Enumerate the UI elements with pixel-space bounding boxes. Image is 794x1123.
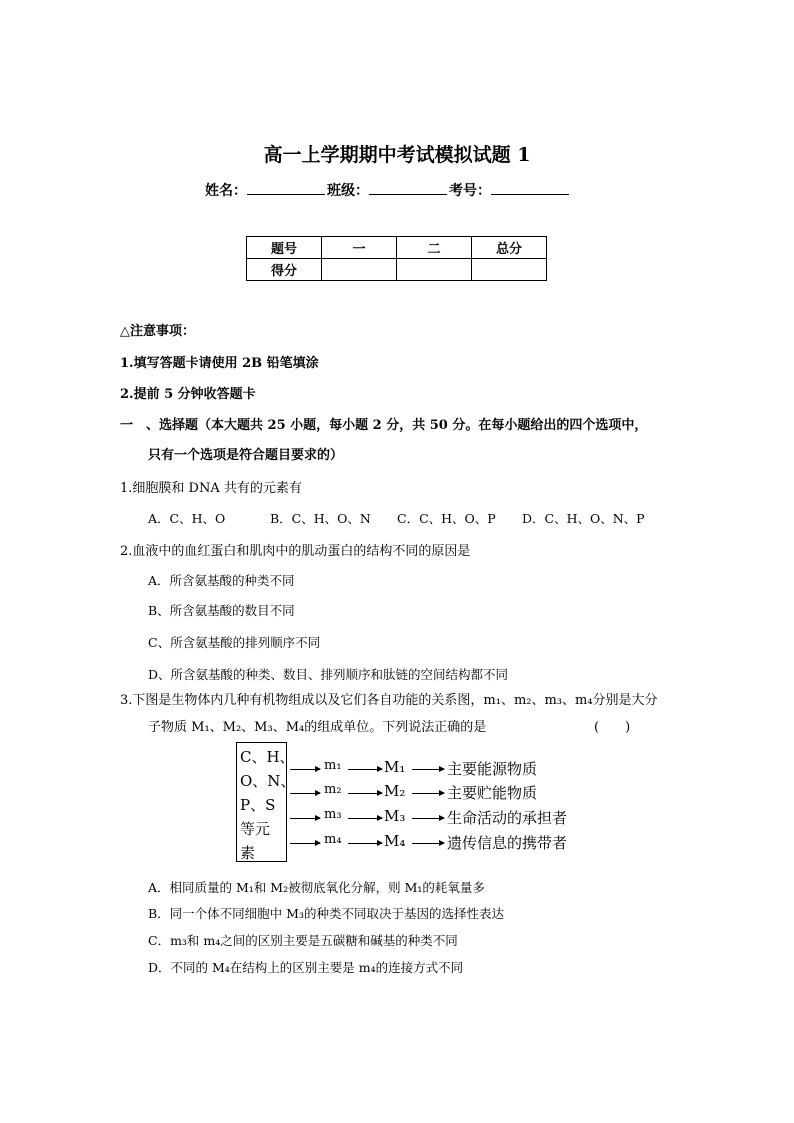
question-2-option-a[interactable]: A．所含氨基酸的种类不同 — [148, 573, 295, 588]
arrow-icon — [412, 818, 444, 819]
macromolecule-label: M₁ — [384, 758, 406, 776]
organic-compound-diagram — [236, 742, 596, 867]
arrow-icon — [348, 769, 382, 770]
name-label: 姓名： — [205, 183, 247, 199]
question-1-option-c[interactable]: C．C、H、O、P — [397, 511, 496, 526]
diagram-row — [288, 805, 598, 829]
score-cell[interactable] — [397, 259, 472, 281]
arrow-icon — [348, 843, 382, 844]
name-blank[interactable] — [247, 182, 325, 195]
question-3-option-b[interactable]: B．同一个体不同细胞中 M₃的种类不同取决于基因的选择性表达 — [148, 906, 504, 921]
arrow-icon — [348, 818, 382, 819]
arrow-icon — [290, 843, 320, 844]
question-2-option-d[interactable]: D、所含氨基酸的种类、数目、排列顺序和肽链的空间结构都不同 — [148, 667, 509, 682]
number-label: 考号： — [449, 183, 491, 199]
score-header-cell: 总分 — [472, 237, 547, 259]
function-label: 主要贮能物质 — [447, 784, 538, 802]
monomer-label: m₁ — [324, 758, 342, 773]
question-1-option-a[interactable]: A．C、H、O — [148, 511, 226, 526]
page-title: 高一上学期期中考试模拟试题 1 — [263, 144, 531, 166]
score-table-score-row — [247, 259, 547, 281]
question-1-option-b[interactable]: B．C、H、O、N — [270, 511, 371, 526]
notes-title: △注意事项： — [120, 324, 195, 339]
question-3-stem-cont: 子物质 M₁、M₂、M₃、M₄的组成单位。下列说法正确的是 — [148, 720, 487, 735]
question-1-stem: 1.细胞膜和 DNA 共有的元素有 — [120, 481, 302, 496]
function-label: 遗传信息的携带者 — [447, 834, 568, 852]
number-blank[interactable] — [491, 182, 569, 195]
arrow-icon — [412, 843, 444, 844]
score-cell[interactable] — [322, 259, 397, 281]
macromolecule-label: M₂ — [384, 782, 406, 800]
arrow-icon — [348, 793, 382, 794]
note-item: 1.填写答题卡请使用 2B 铅笔填涂 — [120, 356, 319, 371]
arrow-icon — [290, 818, 320, 819]
arrow-icon — [412, 793, 444, 794]
monomer-label: m₂ — [324, 782, 342, 797]
student-info-line — [205, 180, 571, 200]
score-header-cell: 二 — [397, 237, 472, 259]
function-label: 生命活动的承担者 — [447, 809, 568, 827]
question-3-option-d[interactable]: D．不同的 M₄在结构上的区别主要是 m₄的连接方式不同 — [148, 960, 464, 975]
monomer-label: m₃ — [324, 807, 342, 822]
elements-box — [236, 742, 296, 862]
answer-bracket[interactable]: ( ) — [594, 720, 631, 735]
score-row-label: 得分 — [247, 259, 322, 281]
arrow-icon — [290, 769, 320, 770]
question-3-option-a[interactable]: A．相同质量的 M₁和 M₂被彻底氧化分解，则 M₁的耗氧量多 — [148, 880, 485, 895]
score-cell[interactable] — [472, 259, 547, 281]
question-2-option-b[interactable]: B、所含氨基酸的数目不同 — [148, 603, 295, 618]
arrow-icon — [290, 793, 320, 794]
question-2-option-c[interactable]: C、所含氨基酸的排列顺序不同 — [148, 635, 321, 650]
diagram-row — [288, 780, 598, 804]
question-1-option-d[interactable]: D．C、H、O、N、P — [522, 511, 645, 526]
elements-text: C、H、 O、N、 P、S 等元 素 — [240, 748, 296, 862]
question-2-stem: 2.血液中的血红蛋白和肌肉中的肌动蛋白的结构不同的原因是 — [120, 544, 471, 559]
score-table — [246, 236, 547, 281]
section-heading-cont: 只有一个选项是符合题目要求的） — [148, 448, 344, 463]
diagram-row — [288, 756, 598, 780]
function-label: 主要能源物质 — [447, 760, 538, 778]
monomer-label: m₄ — [324, 832, 342, 847]
macromolecule-label: M₄ — [384, 832, 406, 850]
macromolecule-label: M₃ — [384, 807, 406, 825]
note-item: 2.提前 5 分钟收答题卡 — [120, 387, 256, 402]
question-3-option-c[interactable]: C．m₃和 m₄之间的区别主要是五碳糖和碱基的种类不同 — [148, 933, 458, 948]
score-header-cell: 题号 — [247, 237, 322, 259]
class-blank[interactable] — [369, 182, 447, 195]
class-label: 班级： — [327, 183, 369, 199]
question-3-stem: 3.下图是生物体内几种有机物组成以及它们各自功能的关系图，m₁、m₂、m₃、m₄分别是大分 — [120, 693, 658, 708]
score-header-cell: 一 — [322, 237, 397, 259]
section-heading: 一 、选择题（本大题共 25 小题，每小题 2 分，共 50 分。在每小题给出的四个选项中， — [120, 418, 648, 433]
score-table-header-row — [247, 237, 547, 259]
arrow-icon — [412, 769, 444, 770]
diagram-row — [288, 830, 598, 854]
